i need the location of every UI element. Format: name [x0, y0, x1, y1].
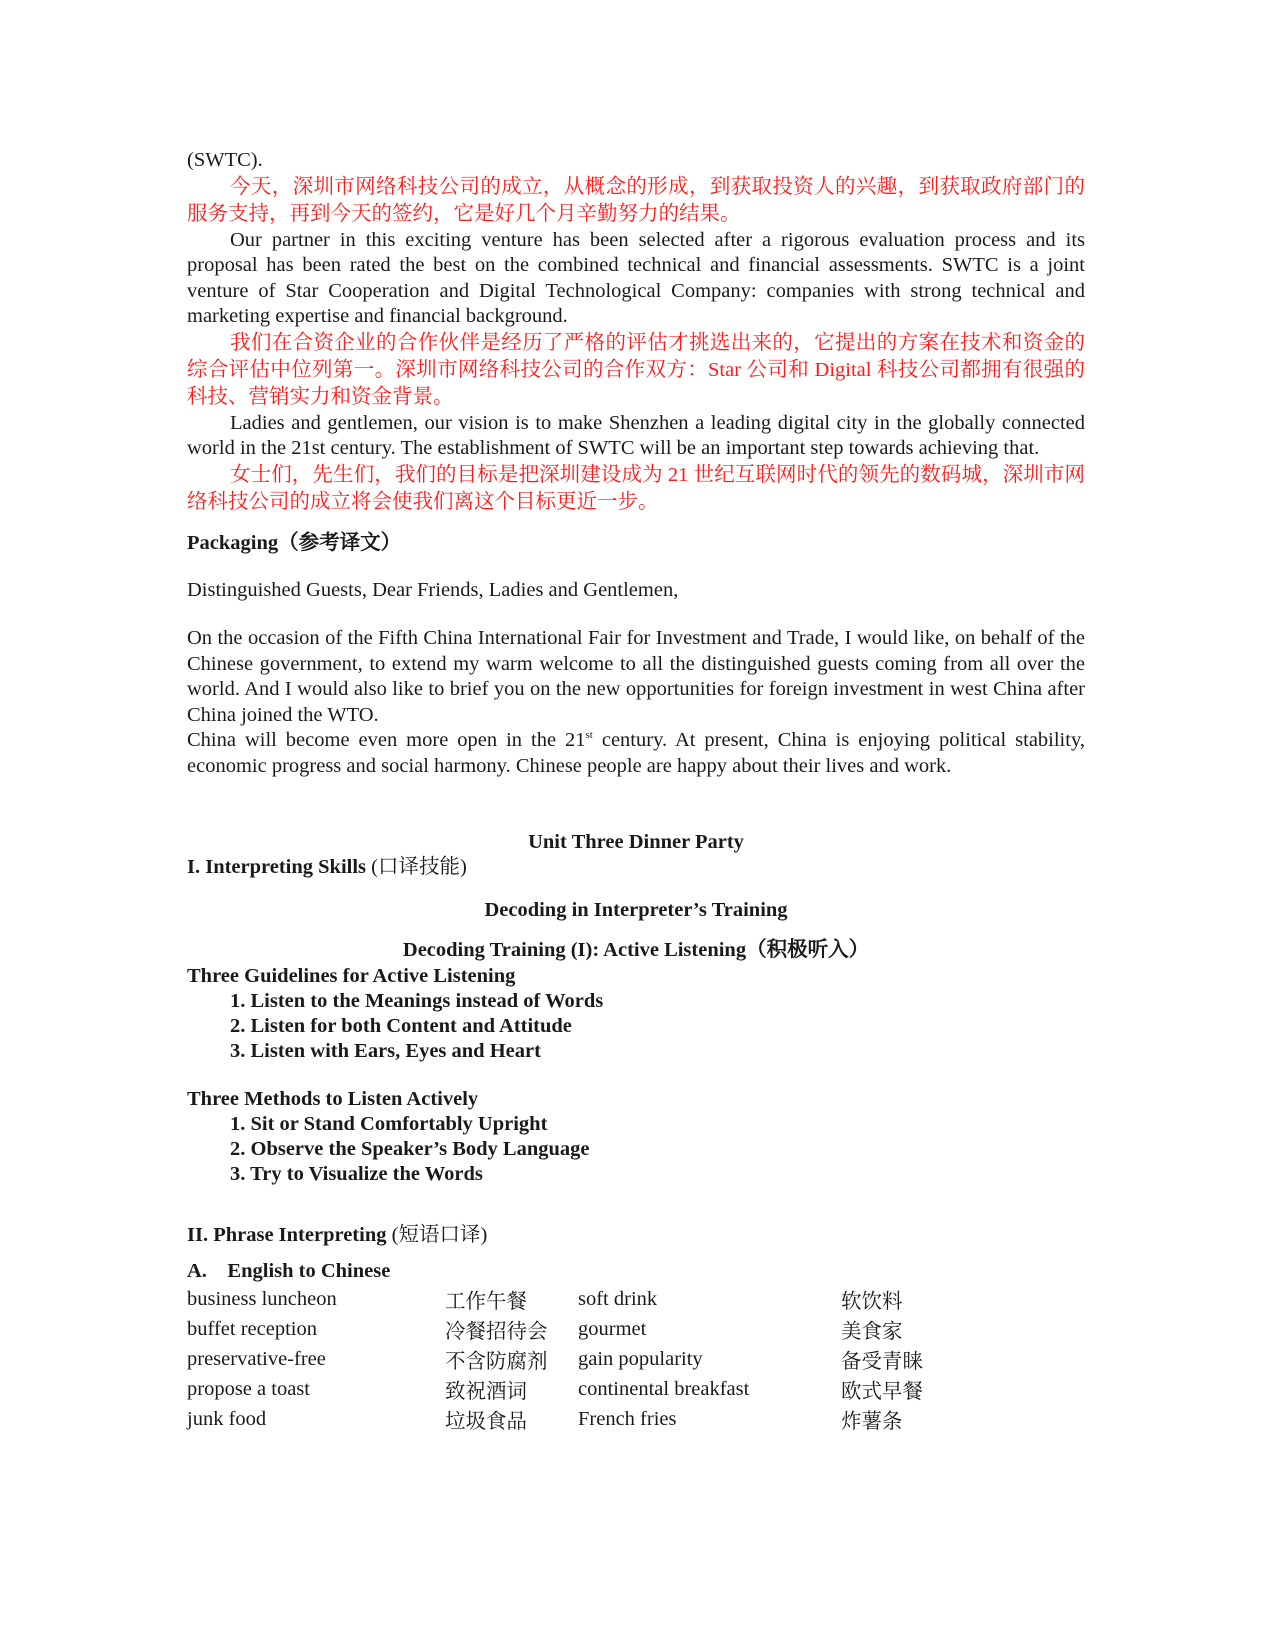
vocab-english: gain popularity	[578, 1347, 703, 1370]
ordinal-superscript: st	[585, 729, 593, 742]
vocab-english: business luncheon	[187, 1287, 337, 1310]
vocab-english: junk food	[187, 1407, 267, 1430]
table-row	[187, 1404, 1041, 1434]
document-page	[187, 148, 1085, 1434]
section-phrase-interpreting	[187, 1223, 1085, 1249]
table-row	[187, 1314, 1041, 1344]
table-row	[187, 1344, 1041, 1374]
guidelines-list	[187, 989, 1085, 1064]
intro-english-paragraph-3: Ladies and gentlemen, our vision is to make Shenzhen a leading digital city in the globally connected world in the 21st century. The establishment of SWTC will be an important step towards achieving that.	[187, 411, 1085, 459]
guideline-item: 3. Listen with Ears, Eyes and Heart	[230, 1039, 541, 1062]
packaging-heading: Packaging（参考译文）	[187, 531, 402, 554]
vocab-chinese: 工作午餐	[445, 1291, 527, 1313]
packaging-paragraph-2	[187, 728, 1085, 779]
packaging-paragraph-1: On the occasion of the Fifth China International Fair for Investment and Trade, I would like, on behalf of the Chinese government, to extend my warm welcome to all the distinguished guests coming from all over the world. And I would also like to brief you on the new opportunities for foreign investment in west China after China joined the WTO.	[187, 627, 1085, 726]
intro-swtc-tail: (SWTC).	[187, 149, 263, 171]
vocab-chinese: 炸薯条	[841, 1411, 903, 1433]
vocab-chinese: 软饮料	[841, 1291, 903, 1313]
vocab-chinese: 致祝酒词	[445, 1381, 527, 1403]
method-item: 1. Sit or Stand Comfortably Upright	[230, 1112, 548, 1135]
vocab-english: French fries	[578, 1407, 677, 1430]
vocab-chinese: 不含防腐剂	[445, 1351, 548, 1373]
packaging-paragraph-2-start: China will become even more open in the 21	[187, 729, 586, 751]
vocab-english: gourmet	[578, 1317, 647, 1340]
subsection-english-to-chinese: A. English to Chinese	[187, 1260, 391, 1282]
intro-english-paragraph-2: Our partner in this exciting venture has been selected after a rigorous evaluation process and its proposal has been rated the best on the combined technical and financial assessments. SWTC is a joint venture of Star Cooperation and Digital Technological Company: companies with strong technical and marketing expertise and financial background.	[187, 228, 1085, 327]
guideline-item: 2. Listen for both Content and Attitude	[230, 1014, 572, 1037]
table-row	[187, 1284, 1041, 1314]
vocab-english: continental breakfast	[578, 1377, 750, 1400]
guidelines-title: Three Guidelines for Active Listening	[187, 964, 516, 987]
vocab-english: preservative-free	[187, 1347, 326, 1370]
table-row	[187, 1374, 1041, 1404]
packaging-greeting: Distinguished Guests, Dear Friends, Ladies and Gentlemen,	[187, 578, 679, 601]
methods-title: Three Methods to Listen Actively	[187, 1087, 479, 1110]
packaging-paragraph-2-end: century. At present, China is enjoying political stability, economic progress and social harmony. Chinese people are happy about their lives and work.	[187, 729, 1085, 777]
section-phrase-interpreting-title: II. Phrase Interpreting	[187, 1223, 387, 1246]
section-interpreting-skills-title: I. Interpreting Skills	[187, 856, 367, 878]
unit-title: Unit Three Dinner Party	[528, 831, 744, 853]
guideline-item: 1. Listen to the Meanings instead of Words	[230, 989, 604, 1012]
vocab-chinese: 冷餐招待会	[445, 1321, 548, 1343]
intro-chinese-paragraph-3: 女士们，先生们，我们的目标是把深圳建设成为 21 世纪互联网时代的领先的数码城，深圳市网络科技公司的成立将会使我们离这个目标更近一步。	[187, 463, 1085, 513]
vocab-english: propose a toast	[187, 1377, 310, 1400]
methods-list	[187, 1112, 1085, 1187]
section-interpreting-skills-zh: (口译技能)	[366, 856, 467, 878]
decoding-title: Decoding in Interpreter’s Training	[484, 898, 788, 921]
intro-chinese-paragraph-1: 今天，深圳市网络科技公司的成立，从概念的形成，到获取投资人的兴趣，到获取政府部门的服务支持，再到今天的签约，它是好几个月辛勤努力的结果。	[187, 175, 1085, 225]
vocab-chinese: 美食家	[841, 1321, 903, 1343]
vocab-english: soft drink	[578, 1287, 658, 1310]
decoding-subtitle: Decoding Training (I): Active Listening（积极听入）	[402, 938, 870, 961]
vocab-chinese: 垃圾食品	[445, 1411, 527, 1433]
method-item: 3. Try to Visualize the Words	[230, 1162, 483, 1185]
intro-chinese-paragraph-2: 我们在合资企业的合作伙伴是经历了严格的评估才挑选出来的，它提出的方案在技术和资金的综合评估中位列第一。深圳市网络科技公司的合作双方：Star 公司和 Digital 科技公司都拥有很强的科技、营销实力和资金背景。	[187, 331, 1085, 408]
vocab-chinese: 备受青睐	[841, 1351, 923, 1373]
section-phrase-interpreting-zh: (短语口译)	[386, 1223, 488, 1246]
vocab-english: buffet reception	[187, 1317, 317, 1340]
section-interpreting-skills	[187, 855, 1085, 881]
method-item: 2. Observe the Speaker’s Body Language	[230, 1137, 590, 1160]
vocabulary-table	[187, 1284, 1041, 1434]
vocab-chinese: 欧式早餐	[841, 1381, 923, 1403]
